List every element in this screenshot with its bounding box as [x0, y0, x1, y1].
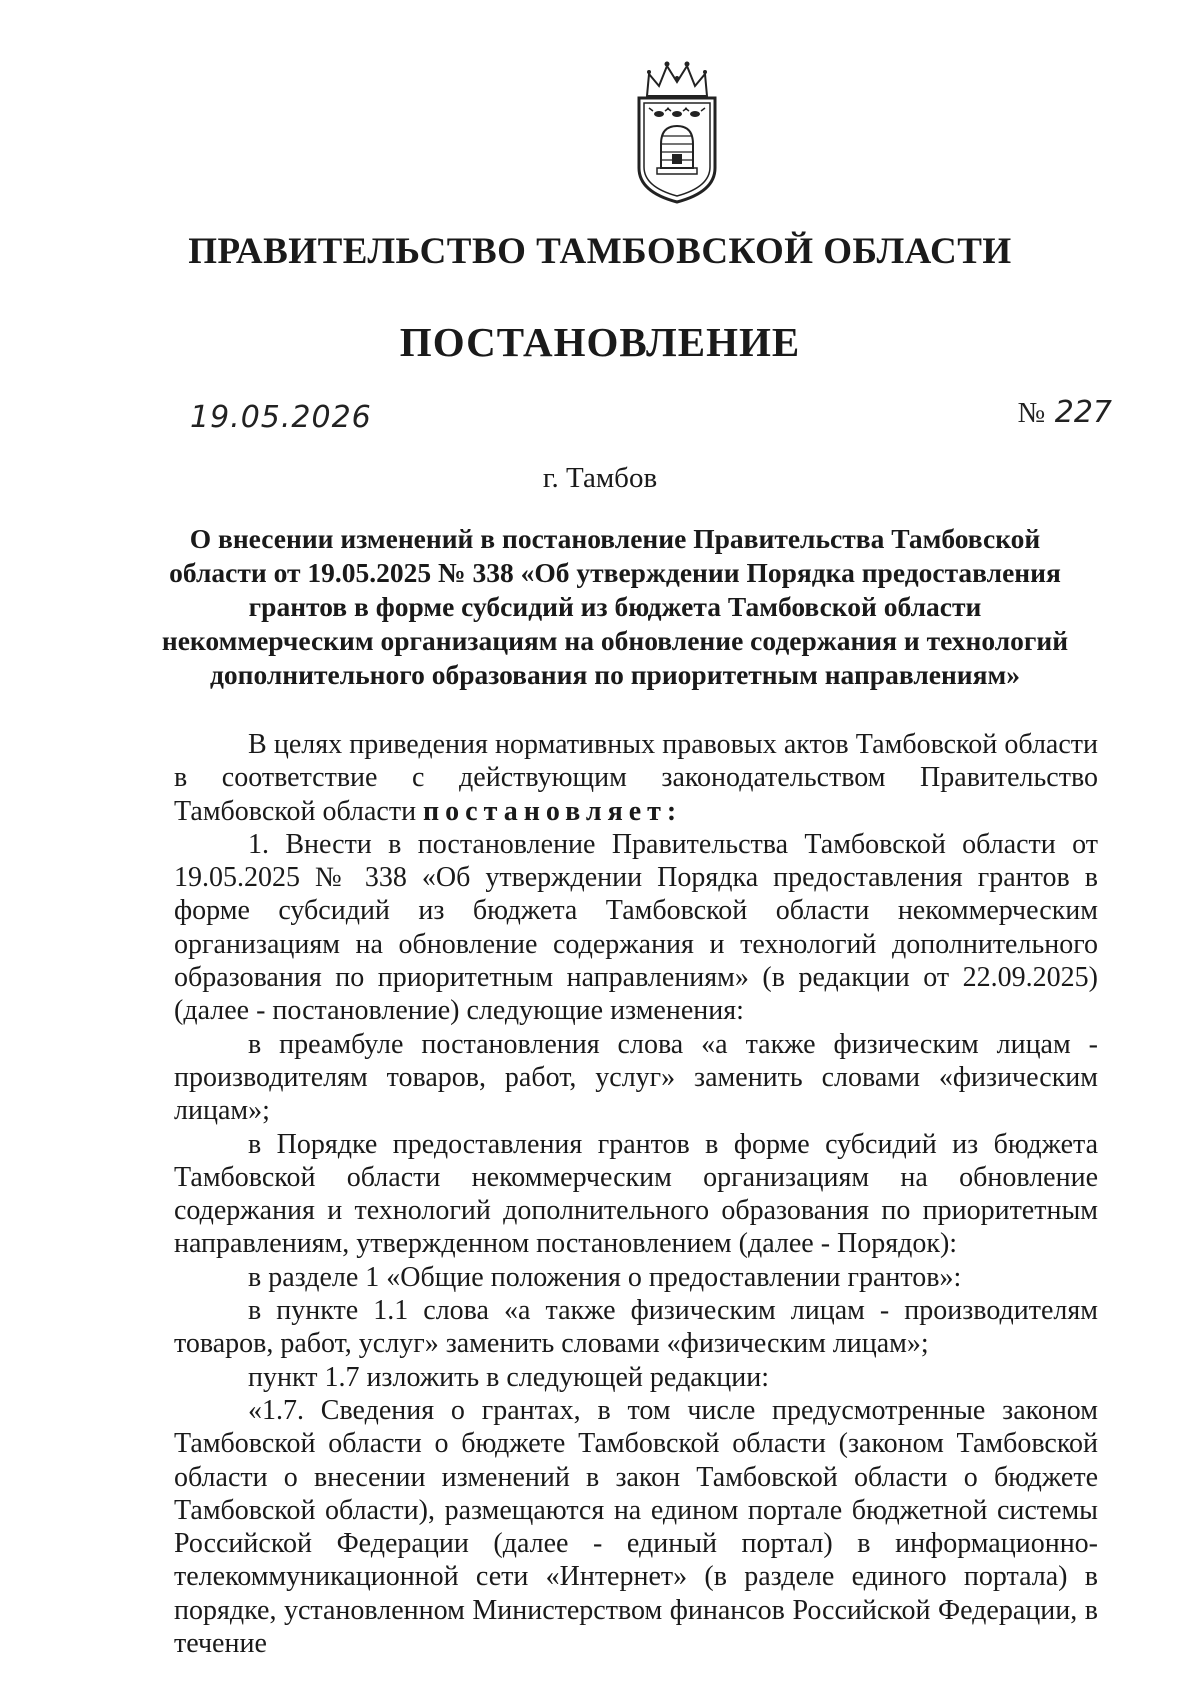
city-label: г. Тамбов — [542, 462, 658, 494]
paragraph-section-1: в разделе 1 «Общие положения о предоставлении грантов»: — [248, 1261, 962, 1293]
preamble-emphasis: постановляет: — [423, 795, 683, 827]
paragraph-clause-1-7-text: «1.7. Сведения о грантах, в том числе предусмотренные законом Тамбовской области о бюджете Тамбовской области (законом Тамбовской области о внесении изменений в закон Тамбовской области о бюджете Тамбовской области), размещаются на едином портале бюджетной системы Российской Федерации (далее - единый портал) в информационно-телекоммуникационной сети «Интернет» (в разделе единого портала) в порядке, установленном Министерством финансов Российской Федерации, в течение — [174, 1394, 1098, 1660]
paragraph-clause-1-7-intro: пункт 1.7 изложить в следующей редакции: — [248, 1361, 769, 1393]
paragraph-preamble — [174, 728, 1098, 828]
document-body — [174, 728, 1098, 1660]
paragraph-clause-1-1: в пункте 1.1 слова «а также физическим лицам - производителям товаров, работ, услуг» заменить словами «физическим лицам»; — [174, 1295, 1098, 1360]
document-type-title: ПОСТАНОВЛЕНИЕ — [399, 319, 801, 365]
number-value: 227 — [1054, 395, 1112, 430]
number-sign: № — [1017, 397, 1046, 429]
coat-of-arms-icon — [629, 56, 725, 206]
document-date: 19.05.2026 — [190, 400, 372, 435]
paragraph-procedure-change: в Порядке предоставления грантов в форме субсидий из бюджета Тамбовской области некоммерческим организациям на обновление содержания и технологий дополнительного образования по приоритетным направлениям, утвержденном постановлением (далее - Порядок): — [174, 1128, 1098, 1260]
paragraph-preamble-change: в преамбуле постановления слова «а также физическим лицам - производителям товаров, работ, услуг» заменить словами «физическим лицам»; — [174, 1028, 1098, 1127]
document-number — [1018, 395, 1112, 430]
document-heading: О внесении изменений в постановление Правительства Тамбовской области от 19.05.2025 № 338 «Об утверждении Порядка предоставления грантов в форме субсидий из бюджета Тамбовской области некоммерческим организациям на обновление содержания и технологий дополнительного образования по приоритетным направлениям» — [161, 523, 1069, 690]
paragraph-item-1: 1. Внести в постановление Правительства Тамбовской области от 19.05.2025 № 338 «Об утверждении Порядка предоставления грантов в форме субсидий из бюджета Тамбовской области некоммерческим организациям на обновление содержания и технологий дополнительного образования по приоритетным направлениям» (в редакции от 22.09.2025) (далее - постановление) следующие изменения: — [174, 828, 1098, 1027]
preamble-text: В целях приведения нормативных правовых актов Тамбовской области в соответствие с действующим законодательством Правительство Тамбовской области — [174, 729, 1098, 827]
organization-title: ПРАВИТЕЛЬСТВО ТАМБОВСКОЙ ОБЛАСТИ — [188, 231, 1012, 272]
